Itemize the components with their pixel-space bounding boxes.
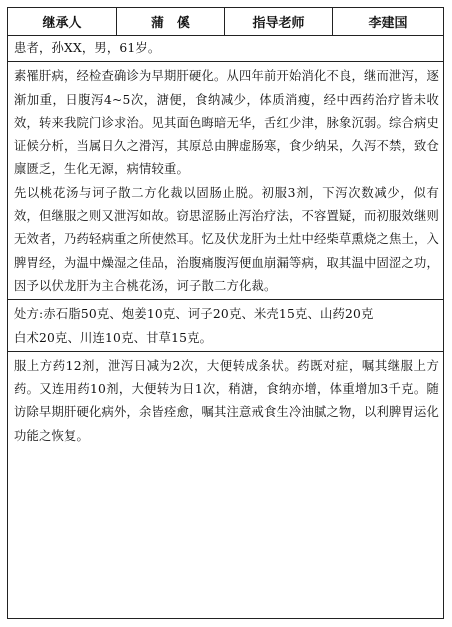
prescription-line-2: 白术20克、川连10克、甘草15克。 <box>14 330 213 345</box>
case-history: 素罹肝病，经检查确诊为早期肝硬化。从四年前开始消化不良，继而泄泻，逐渐加重，日腹泻4~5次，溏便，食纳减少，体质消瘦，经中西药治疗皆未收效，转来我院门诊求治。见其面色晦暗无华，舌红少津，脉象沉弱。综合病史证候分析，当属日久之滑泻，其原总由脾虚肠寒，食少纳呆，久泻不禁，致仓廪匮乏，生化无源，病情较重。 <box>14 69 439 177</box>
successor-label: 继承人 <box>42 16 82 31</box>
record-body <box>8 37 443 448</box>
divider <box>8 351 443 352</box>
record-page <box>7 7 444 619</box>
divider <box>8 61 443 62</box>
teacher-name: 李建国 <box>332 8 443 35</box>
successor-name: 蒲 傒 <box>116 8 224 35</box>
divider <box>8 299 443 300</box>
patient-intro: 患者，孙XX，男，61岁。 <box>14 41 161 55</box>
header-row <box>8 8 443 36</box>
prescription-line-1: 处方:赤石脂50克、炮姜10克、诃子20克、米壳15克、山药20克 <box>14 307 374 322</box>
teacher-label: 指导老师 <box>224 8 332 35</box>
treatment-analysis: 先以桃花汤与诃子散二方化裁以固肠止脱。初服3剂，下泻次数减少，似有效，但继服之则又泄泻如故。窃思涩肠止泻治疗法，不容置疑，而初服效继则无效者，乃药轻病重之所使然耳。忆及伏龙肝为土灶中经柴草熏烧之焦土，入脾胃经，为温中燥湿之佳品，治腹痛腹泻便血崩漏等病，取其温中固涩之功，因予以伏龙肝为主合桃花汤，诃子散二方化裁。 <box>14 185 439 293</box>
treatment-outcome: 服上方药12剂，泄泻日减为2次，大便转成条状。药既对症，嘱其继服上方药。又连用药10剂，大便转为日1次，稍溏，食纳亦增，体重增加3千克。随访除早期肝硬化病外，余皆痊愈，嘱其注意戒食生冷油腻之物，以利脾胃运化功能之恢复。 <box>14 358 439 443</box>
